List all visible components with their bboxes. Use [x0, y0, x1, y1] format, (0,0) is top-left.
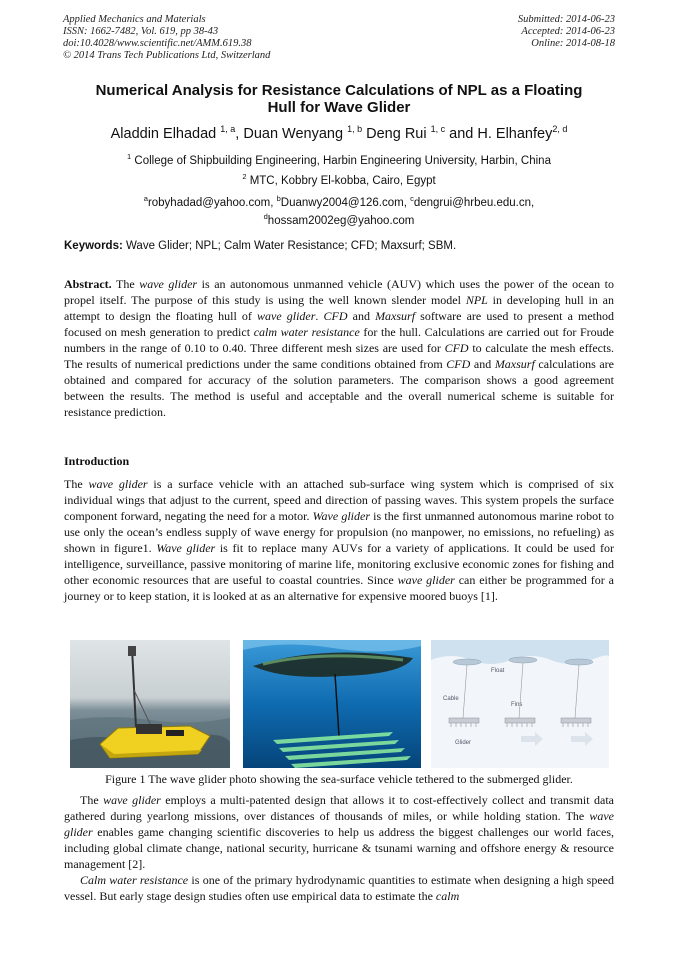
- section-heading-introduction: Introduction: [64, 454, 130, 468]
- author-emails: $^a$robyhadad@yahoo.com, $^b$Duanwy2004@126.com, $^c$dengrui@hrbeu.edu.cn, $^d$hossam2002eg@yahoo.com: [143, 194, 535, 227]
- keywords: [64, 240, 614, 252]
- diagram-label-glider: Glider: [455, 740, 472, 746]
- wave-glider-photo-underwater: [243, 640, 421, 768]
- author-affiliation-mark: 2, d: [552, 124, 568, 134]
- paper-title-line-2: Hull for Wave Glider: [267, 99, 411, 116]
- abstract-label: Abstract.: [64, 277, 112, 291]
- author-name: Duan Wenyang: [243, 125, 344, 142]
- author-name: Aladdin Elhadad: [110, 125, 217, 142]
- email-link[interactable]: hossam2002eg@yahoo.com: [267, 214, 415, 227]
- author-list: Aladdin Elhadad $^{1, a}$, Duan Wenyang $^{1, b}$ Deng Rui $^{1, c}$ and H. Elhanfey$^{2, d}$: [110, 124, 568, 142]
- author-affiliation-mark: 1, a: [220, 124, 236, 134]
- date-accepted: Accepted: 2014-06-23: [521, 26, 615, 37]
- intro-paragraph-3: Calm water resistance is one of the primary hydrodynamic quantities to estimate when designing a high speed vessel. But early stage design studies often use empirical data to estimate the calm: [64, 873, 614, 903]
- email-link[interactable]: Duanwy2004@126.com,: [280, 196, 411, 209]
- date-online: Online: 2014-08-18: [531, 38, 615, 49]
- email-link[interactable]: dengrui@hrbeu.edu.cn,: [413, 196, 535, 209]
- paper-title-line-1: Numerical Analysis for Resistance Calculations of NPL as a Floating: [95, 82, 583, 99]
- email-link[interactable]: robyhadad@yahoo.com,: [147, 196, 277, 209]
- paper-title: [60, 82, 618, 116]
- wave-glider-diagram: [431, 640, 609, 768]
- author-name: H. Elhanfey: [477, 125, 553, 142]
- abstract: [64, 276, 614, 420]
- journal-header-left: [63, 14, 270, 62]
- figure-1-caption: Figure 1 The wave glider photo showing the sea-surface vehicle tethered to the submerged glider.: [105, 772, 573, 786]
- diagram-label-cable: Cable: [443, 696, 459, 702]
- affiliation-2: $^2$ MTC, Kobbry El-kobba, Cairo, Egypt: [242, 172, 436, 187]
- intro-paragraph-1: The wave glider is a surface vehicle with an attached sub-surface wing system which is comprised of six individual wings that adjust to the current, speed and direction of passing waves. This system propels the surface component forward, negating the need for a motor. Wave glider is the first unmanned autonomous marine robot to use only the ocean’s endless supply of wave energy for propulsion (no manpower, no emissions, no refueling) as shown in figure1. Wave glider is fit to replace many AUVs for a variety of applications. It could be used for intelligence, surveillance, passive monitoring of marine life, monitoring exclusive economic zones for fishing and other economic resources that are useful to coastal countries. Since wave glider can either be programmed for a journey or to keep station, it is looked at as an alternative for expensive moored buoys [1].: [64, 477, 615, 603]
- author-affiliation-mark: 1, c: [430, 124, 446, 134]
- date-submitted: Submitted: 2014-06-23: [517, 14, 615, 25]
- author-affiliation-mark: 1, b: [347, 124, 363, 134]
- journal-name: Applied Mechanics and Materials: [63, 14, 206, 25]
- affiliation-1: $^1$ College of Shipbuilding Engineering, Harbin Engineering University, Harbin, China: [127, 152, 551, 167]
- abstract-text: The wave glider is an autonomous unmanned vehicle (AUV) which uses the power of the ocean to propel itself. The purpose of this study is using the well known slender model NPL in developing hull in an attempt to design the floating hull of wave glider. CFD and Maxsurf software are used to present a method focused on mesh generation to predict calm water resistance for the hull. Calculations are carried out for Froude numbers in the range of 0.10 to 0.40. Three different mesh sizes are used for CFD to calculate the mesh effects. The results of numerical predictions under the same conditions obtained from CFD and Maxsurf calculations are obtained and compared for accuracy of the solution parameters. The comparison shows a good agreement between the results. The method is useful and acceptable and the overall numerical scheme is suitable for resistance prediction.: [64, 277, 615, 419]
- diagram-label-fins: Fins: [511, 702, 523, 708]
- author-name: Deng Rui: [366, 125, 427, 142]
- keywords-text: Wave Glider; NPL; Calm Water Resistance; CFD; Maxsurf; SBM.: [126, 240, 457, 252]
- keywords-label: Keywords:: [64, 240, 123, 252]
- journal-issn: ISSN: 1662-7482, Vol. 619, pp 38-43: [63, 26, 219, 37]
- wave-glider-photo-surface: [70, 640, 230, 768]
- intro-paragraph-2: The wave glider employs a multi-patented design that allows it to cost-effectively collect and transmit data gathered during yearlong missions, over distances of thousands of miles, or while holding station. The wave glider enables game changing scientific discoveries to help us address the biggest challenges our world faces, including global climate change, national security, hurricane & tsunami warning and offshore energy & resource management [2].: [64, 793, 615, 871]
- journal-header-right: [518, 14, 615, 50]
- diagram-label-float: Float: [491, 668, 505, 674]
- journal-copyright: © 2014 Trans Tech Publications Ltd, Switzerland: [63, 50, 271, 61]
- journal-doi: doi:10.4028/www.scientific.net/AMM.619.38: [63, 38, 252, 49]
